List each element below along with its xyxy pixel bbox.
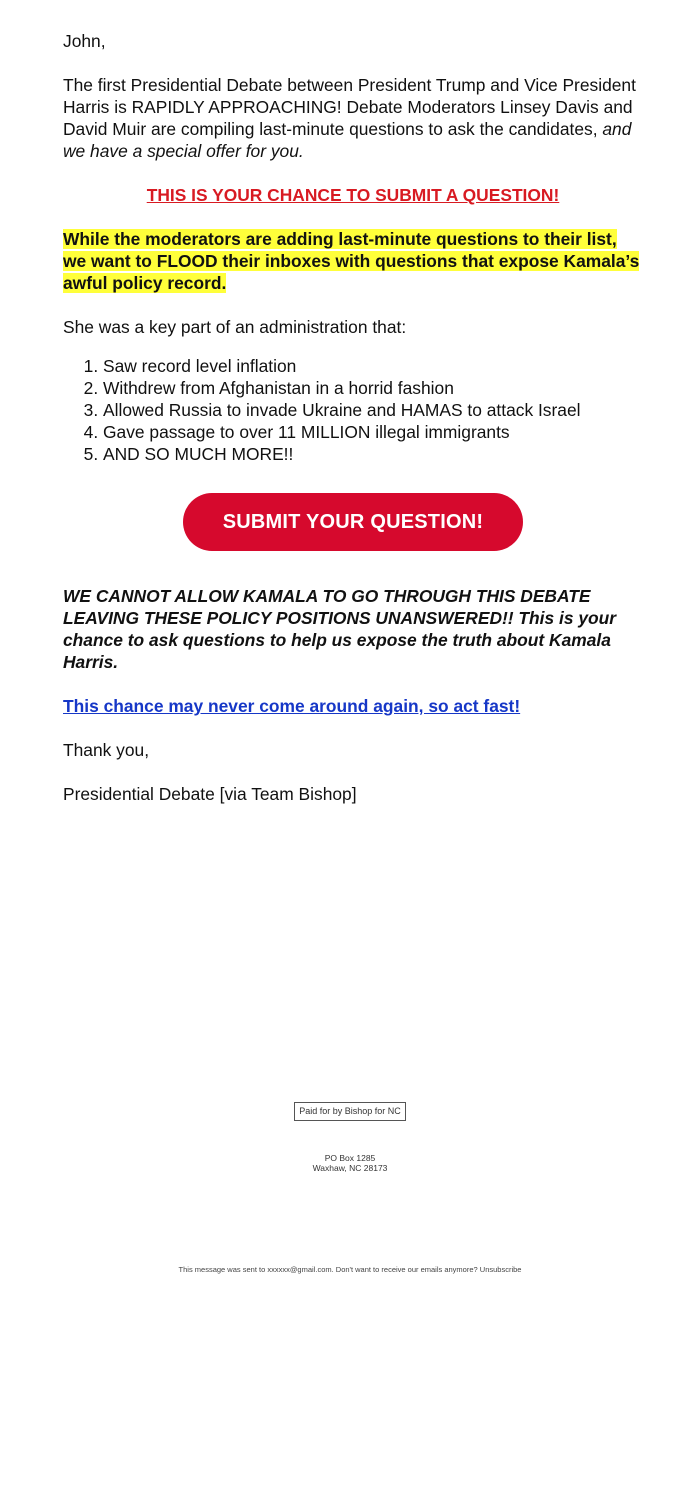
act-fast-link[interactable]: This chance may never come around again, so act fast! <box>63 696 521 716</box>
highlight-paragraph <box>63 228 643 294</box>
warning-paragraph: WE CANNOT ALLOW KAMALA TO GO THROUGH THIS DEBATE LEAVING THESE POLICY POSITIONS UNANSWERED!! This is your chance to ask questions to help us expose the truth about Kamala Harris. <box>63 586 617 672</box>
address-line-1: PO Box 1285 <box>324 1153 376 1163</box>
list-item: 1. Saw record level inflation <box>103 355 643 377</box>
email-body <box>63 30 643 805</box>
list-item: 3. Allowed Russia to invade Ukraine and HAMAS to attack Israel <box>103 399 643 421</box>
list-intro: She was a key part of an administration that: <box>63 317 407 337</box>
list-item: 2. Withdrew from Afghanistan in a horrid fashion <box>103 377 643 399</box>
signature: Presidential Debate [via Team Bishop] <box>63 784 357 804</box>
intro-paragraph <box>63 74 643 162</box>
headline-link[interactable]: THIS IS YOUR CHANCE TO SUBMIT A QUESTION! <box>146 185 560 205</box>
mailing-address <box>0 1153 700 1173</box>
policy-list <box>63 355 643 465</box>
cta-wrapper <box>63 493 643 551</box>
highlight-text <box>63 229 639 293</box>
greeting: John, <box>63 31 106 51</box>
intro-italic: and we have a special offer for you. <box>63 119 632 161</box>
list-item: 4. Gave passage to over 11 MILLION illegal immigrants <box>103 421 643 443</box>
thanks-line: Thank you, <box>63 740 150 760</box>
highlight-pre: While the moderators are adding last-minute questions to their list, we want to <box>63 229 617 271</box>
highlight-post: their inboxes with questions that expose Kamala’s awful policy record. <box>63 251 640 293</box>
submit-question-button[interactable]: SUBMIT YOUR QUESTION! <box>183 493 523 551</box>
unsubscribe-notice[interactable]: This message was sent to xxxxxx@gmail.com. Don't want to receive our emails anymore? Unsubscribe <box>178 1265 522 1274</box>
list-item: 5. AND SO MUCH MORE!! <box>103 443 643 465</box>
intro-text: The first Presidential Debate between President Trump and Vice President Harris is RAPIDLY APPROACHING! Debate Moderators Linsey Davis and David Muir are compiling last-minute questions to ask the candidates, <box>63 75 636 139</box>
paid-for-disclaimer <box>0 1101 700 1121</box>
paid-for-text: Paid for by Bishop for NC <box>294 1102 406 1121</box>
highlight-flood: FLOOD <box>156 251 218 271</box>
address-line-2: Waxhaw, NC 28173 <box>312 1163 388 1173</box>
